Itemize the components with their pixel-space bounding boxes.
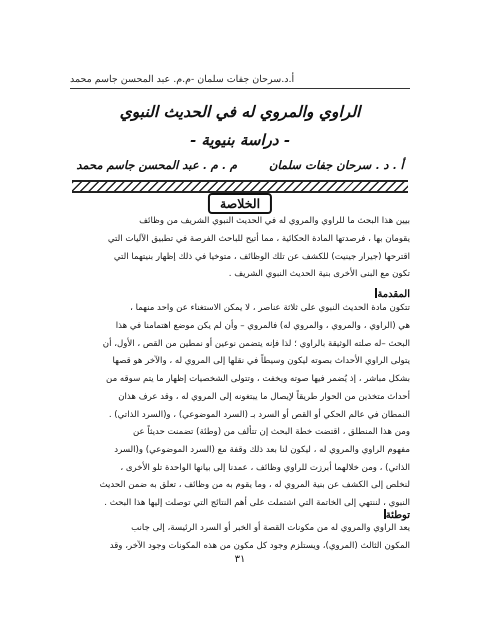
abstract-heading: الخلاصة <box>208 193 272 214</box>
text-line: هي (الراوي ، والمروي ، والمروي له) فالمروي – وأن لم يكن موضع اهتمامنا في هذا <box>115 320 410 331</box>
text-line: النمطان في عالم الحكي أو القص أو السرد بـ (السرد الموضوعي) ، و(السرد الذاتي) . <box>108 409 410 420</box>
running-head: أ.د.سرحان جفات سلمان -م.م. عبد المحسن جاسم محمد <box>70 74 295 85</box>
intro-heading <box>373 288 410 300</box>
author-1: أ . د . سرحان جفات سلمان <box>268 158 404 172</box>
text-line: تتكون مادة الحديث النبوي على ثلاثة عناصر ، لا يمكن الاستغناء عن واحد منهما ، <box>130 303 410 313</box>
article-subtitle: - دراسة بنيوية - <box>189 131 290 149</box>
preface-heading-label: توطئة <box>385 510 410 521</box>
intro-heading-label: المقدمة <box>377 289 410 300</box>
text-line: النبوي ، لننتهي إلى الخاتمة التي اشتملت على أهم النتائج التي توصلت إليها هذا البحث . <box>104 498 410 509</box>
text-line: أحداث متخذين من الحوار طريقاً لإيصال ما يبتغونه إلى المروي له ، وقد عرف هذان <box>118 391 410 402</box>
abstract-paragraph <box>70 213 410 284</box>
text-line: البحث –له صلته الوثيقة بالراوي ؛ لذا فإنه يتضمن نوعين أو نمطين من القص ، الأول، أن <box>102 338 410 349</box>
text-line: بشكل مباشر ، إذ يُضمر فيها صوته ويخفت ، وتتولى الشخصيات إظهار ما يتم سوقه من <box>106 374 410 385</box>
text-line: تكون مع البنى الأخرى بنية الحديث النبوي الشريف . <box>228 269 410 280</box>
text-line: بيين هذا البحث ما للراوي والمروي له في الحديث النبوي الشريف من وظائف <box>139 216 410 226</box>
page-number: ٣١ <box>234 554 246 565</box>
preface-paragraph <box>70 520 410 556</box>
text-line: اقترحها (جيرار جينيت) للكشف عن تلك الوظائف ، متوخيا في ذلك إظهار بنيتهما التي <box>113 251 410 262</box>
intro-paragraph <box>70 300 410 425</box>
text-line: المكون الثالث (المروي)، ويستلزم وجود كل مكون من هذه المكونات وجود الآخر، وقد <box>109 540 410 551</box>
text-line: ومن هذا المنطلق ، اقتضت خطة البحث إن تتألف من (وطئة) تضمنت حديثاً عن <box>133 427 410 437</box>
text-line: يقومان بها ، فرصدتها المادة الحكائية ، مما أتيح للباحث الفرصة في تطبيق الآليات التي <box>107 233 410 244</box>
text-line: يتولى الراوي الأحداث بصوته ليكون وسيطاً في نقلها إلى المروي له ، والآخر هو قصها <box>112 356 410 367</box>
ornamental-divider <box>72 180 408 193</box>
text-line: يعد الراوي والمروي له من مكونات القصة أو الخبر أو السرد الرئيسة، إلى جانب <box>131 523 410 533</box>
author-2: م . م . عبد المحسن جاسم محمد <box>76 158 237 172</box>
article-title: الراوي والمروي له في الحديث النبوي <box>119 102 361 121</box>
text-line: الذاتي) ، ومن خلالهما أبرزت للراوي وظائف ، عمدنا إلى بيانها الواحدة تلو الأخرى ، <box>120 462 410 473</box>
intro-paragraph-2 <box>70 424 410 513</box>
authors-line <box>60 158 420 172</box>
header-rule <box>70 88 410 89</box>
text-line: مفهوم الراوي والمروي له ، ليكون لنا بعد ذلك وقفة مع (السرد الموضوعي) و(السرد <box>114 444 410 455</box>
text-line: لنخلص إلى الكشف عن بنية المروي له ، وما يقوم به من وظائف ، تعلق به ضمن الحديث <box>99 480 410 491</box>
